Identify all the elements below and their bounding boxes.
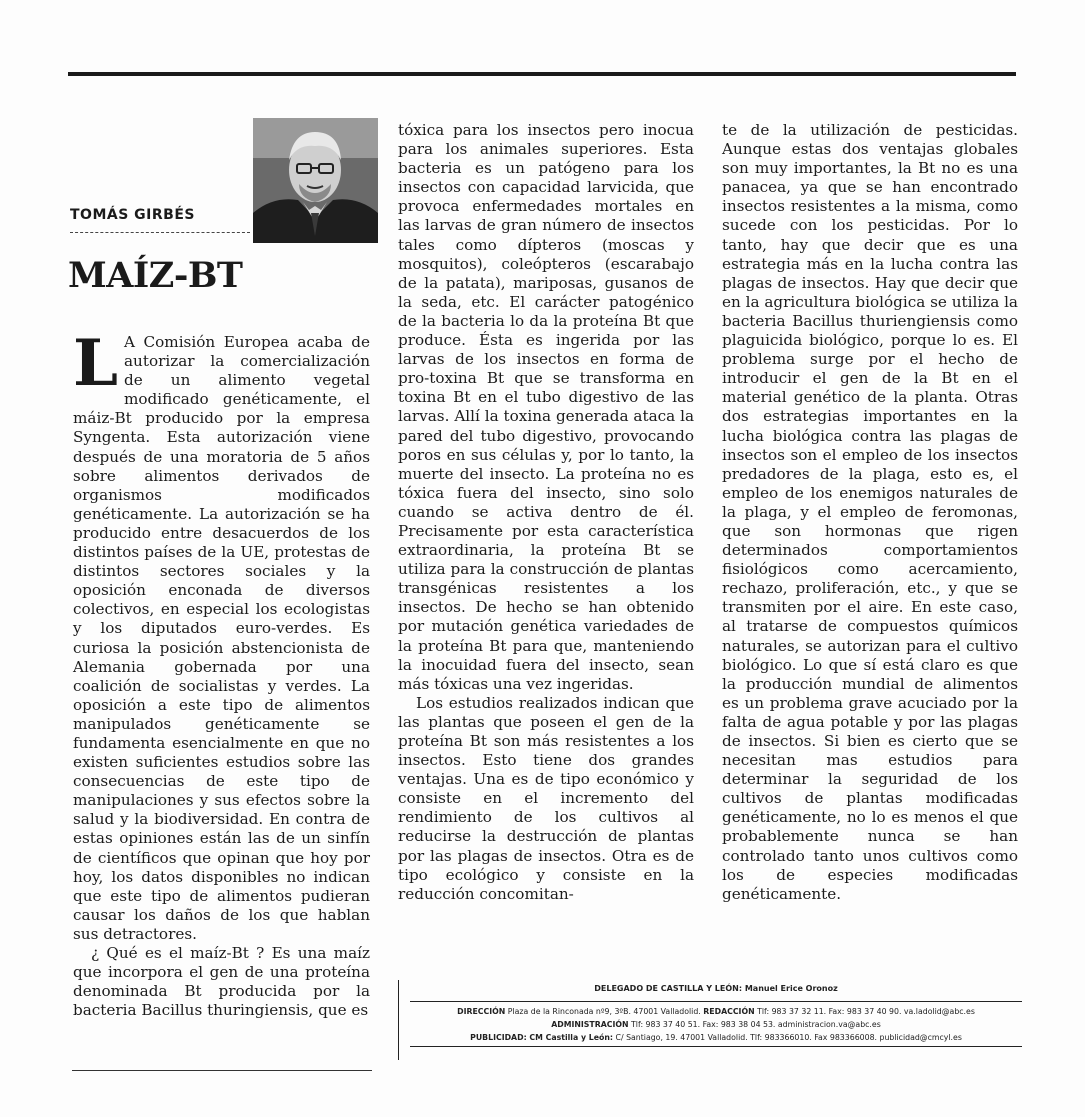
top-rule <box>68 72 1016 76</box>
article-column-3 <box>722 121 1018 904</box>
byline-divider <box>70 232 250 233</box>
author-byline: TOMÁS GIRBÉS <box>70 207 195 223</box>
imprint-admin-line <box>410 1018 1022 1031</box>
article-paragraph: tóxica para los insectos pero inocua para los animales superiores. Esta bacteria es un patógeno para los insectos con capacidad larvicida, que provoca enfermedades mortales en las larvas de gran número de insectos tales como dípteros (moscas y mosquitos), coleópteros (escarabajo de la patata), mariposas, gusanos de la seda, etc. El carácter patogénico de la bacteria lo da la proteína Bt que produce. Ésta es ingerida por las larvas de los insectos en forma de pro-toxina Bt que se transforma en toxina Bt en el tubo digestivo de las larvas. Allí la toxina generada ataca la pared del tubo digestivo, provocando poros en sus células y, por lo tanto, la muerte del insecto. La proteína no es tóxica fuera del insecto, sino solo cuando se activa dentro de él. Precisamente por esta característica extraordinaria, la proteína Bt se utiliza para la construcción de plantas transgénicas resistentes a los insectos. De hecho se han obtenido por mutación genética variedades de la proteína Bt para que, manteniendo la inocuidad fuera del insecto, sean más tóxicas una vez ingeridas. <box>398 121 694 693</box>
imprint-publicidad: C/ Santiago, 19. 47001 Valladolid. Tlf: 983366010. Fax 983366008. publicidad@cmcyl.es <box>615 1033 962 1042</box>
author-portrait-photo <box>253 118 378 243</box>
imprint-administracion: Tlf: 983 37 40 51. Fax: 983 38 04 53. administracion.va@abc.es <box>631 1020 881 1029</box>
imprint-publicidad-label: PUBLICIDAD: CM Castilla y León: <box>470 1033 614 1042</box>
imprint-contact-line <box>410 1001 1022 1018</box>
article-paragraph: te de la utilización de pesticidas. Aunque estas dos ventajas globales son muy importantes, la Bt no es una panacea, ya que se han encontrado insectos resistentes a la misma, como sucede con los pesticidas. Por lo tanto, hay que decir que es una estrategia más en la lucha contra las plagas de insectos. Hay que decir que en la agricultura biológica se utiliza la bacteria Bacillus thuriengiensis como plaguicida biológico, porque lo es. El problema surge por el hecho de introducir el gen de la Bt en el material genético de la planta. Otras dos estrategias importantes en la lucha biológica contra las plagas de insectos son el empleo de los insectos predadores de la plaga, esto es, el empleo de los enemigos naturales de la plaga, y el empleo de feromonas, que son hormonas que rigen determinados comportamientos fisiológicos como acercamiento, rechazo, proliferación, etc., y que se transmiten por el aire. En este caso, al tratarse de compuestos químicos naturales, se autorizan para el cultivo biológico. Lo que sí está claro es que la producción mundial de alimentos es un problema grave acuciado por la falta de agua potable y por las plagas de insectos. Si bien es cierto que se necesitan mas estudios para determinar la seguridad de los cultivos de plantas modificadas genéticamente, no lo es menos el que probablemente nunca se han controlado tanto unos cultivos como los de especies modificadas genéticamente. <box>722 121 1018 903</box>
article-paragraph: Los estudios realizados indican que las plantas que poseen el gen de la proteína Bt son más resistentes a los insectos. Esto tiene dos grandes ventajas. Una es de tipo económico y consiste en el incremento del rendimiento de los cultivos al reducirse la destrucción de plantas por las plagas de insectos. Otra es de tipo ecológico y consiste en la reducción concomitan- <box>398 693 694 903</box>
imprint-publicidad-line <box>410 1031 1022 1047</box>
headline: MAÍZ-BT <box>68 255 243 296</box>
imprint-administracion-label: ADMINISTRACIÓN <box>551 1020 629 1029</box>
imprint-delegado: DELEGADO DE CASTILLA Y LEÓN: Manuel Erice Oronoz <box>594 984 838 993</box>
article-column-1 <box>73 326 370 1020</box>
imprint-redaccion: Tlf: 983 37 32 11. Fax: 983 37 40 90. va.ladolid@abc.es <box>757 1007 975 1016</box>
imprint-direccion: Plaza de la Rinconada nº9, 3ºB. 47001 Valladolid. <box>507 1007 701 1016</box>
bottom-rule <box>72 1070 372 1071</box>
imprint-direccion-label: DIRECCIÓN <box>457 1007 506 1016</box>
article-paragraph <box>73 326 370 944</box>
paragraph-text: A Comisión Europea acaba de autorizar la comercialización de un alimento vegetal modificado genéticamente, el máiz-Bt producido por la empresa Syngenta. Esta autorización viene después de una moratoria de 5 años sobre alimentos derivados de organismos modificados genéticamente. La autorización se ha producido entre desacuerdos de los distintos países de la UE, protestas de distintos sectores sociales y la oposición enconada de diversos colectivos, en especial los ecologistas y los diputados euro-verdes. Es curiosa la posición abstencionista de Alemania gobernada por una coalición de socialistas y verdes. La oposición a este tipo de alimentos manipulados genéticamente se fundamenta esencialmente en que no existen suficientes estudios sobre las consecuencias de este tipo de manipulaciones y sus efectos sobre la salud y la biodiversidad. En contra de estas opiniones están las de un sinfín de científicos que opinan que hoy por hoy, los datos disponibles no indican que este tipo de alimentos pudieran causar los daños de los que hablan sus detractores. <box>73 333 370 943</box>
imprint-redaccion-label: REDACCIÓN <box>703 1007 755 1016</box>
imprint-divider <box>398 980 399 1060</box>
drop-cap: L <box>73 326 118 401</box>
article-paragraph: ¿ Qué es el maíz-Bt ? Es una maíz que incorpora el gen de una proteína denominada Bt producida por la bacteria Bacillus thuringiensis, que es <box>73 944 370 1020</box>
imprint-box <box>410 982 1022 1047</box>
article-column-2 <box>398 121 694 904</box>
